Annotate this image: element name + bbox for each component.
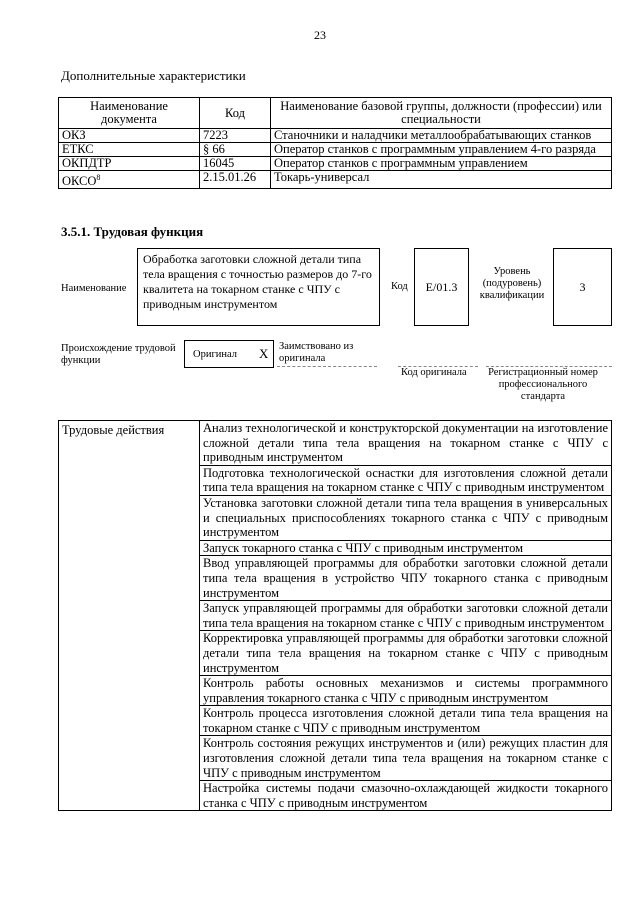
cell-code: § 66	[200, 143, 271, 157]
cell-doc: ОКЗ	[59, 129, 200, 143]
reg-number-label: Регистрационный номер профессионального стандарта	[488, 367, 598, 402]
table-row	[59, 421, 612, 466]
original-label: Оригинал	[193, 348, 237, 360]
table-row	[59, 129, 612, 143]
action-item: Контроль работы основных механизмов и системы программного управления токарного станка с ЧПУ с приводным инструментом	[200, 676, 612, 706]
action-item: Контроль состояния режущих инструментов и (или) режущих пластин для изготовления сложной детали типа тела вращения на токарном станке с ЧПУ с приводным инструментом	[200, 736, 612, 781]
borrowed-underline	[277, 366, 377, 367]
cell-code: 16045	[200, 157, 271, 171]
origin-label: Происхождение трудовой функции	[61, 343, 176, 366]
function-name-box: Обработка заготовки сложной детали типа тела вращения с точностью размеров до 7-го квалитета на токарном станке с ЧПУ с приводным инструментом	[137, 248, 380, 326]
header-name: Наименование базовой группы, должности (профессии) или специальности	[271, 98, 612, 129]
action-item: Запуск управляющей программы для обработки заготовки сложной детали типа тела вращения на токарном станке с ЧПУ с приводным инструментом	[200, 601, 612, 631]
table-row	[59, 143, 612, 157]
level-box: 3	[553, 248, 612, 326]
cell-code: 7223	[200, 129, 271, 143]
cell-name: Токарь-универсал	[271, 171, 612, 189]
action-item: Запуск токарного станка с ЧПУ с приводным инструментом	[200, 540, 612, 556]
level-label: Уровень (подуровень) квалификации	[479, 266, 545, 301]
cell-doc: ОКПДТР	[59, 157, 200, 171]
table-row	[59, 157, 612, 171]
original-mark: X	[259, 346, 269, 361]
actions-label: Трудовые действия	[59, 421, 200, 811]
action-item: Контроль процесса изготовления сложной детали типа тела вращения на токарном станке с ЧПУ с приводным инструментом	[200, 706, 612, 736]
section-title: Дополнительные характеристики	[61, 68, 246, 83]
cell-code: 2.15.01.26	[200, 171, 271, 189]
cell-name: Станочники и наладчики металлообрабатывающих станков	[271, 129, 612, 143]
cell-doc: ОКСО$^8$	[59, 171, 200, 189]
borrowed-label: Заимствовано из оригинала	[279, 341, 354, 364]
action-item: Установка заготовки сложной детали типа тела вращения в универсальных и специальных приспособлениях токарного станка с ЧПУ с приводным инструментом	[200, 495, 612, 540]
cell-name: Оператор станков с программным управлением	[271, 157, 612, 171]
page-number: 23	[314, 28, 326, 42]
footnote-ref[interactable]: 8	[96, 173, 101, 182]
cell-doc: ЕТКС	[59, 143, 200, 157]
function-heading: 3.5.1. Трудовая функция	[61, 224, 204, 239]
original-box	[184, 340, 274, 368]
code-original-label: Код оригинала	[401, 367, 467, 378]
code-label: Код	[391, 281, 408, 292]
table-header-row	[59, 98, 612, 129]
cell-name: Оператор станков с программным управлением 4-го разряда	[271, 143, 612, 157]
header-code: Код	[200, 98, 271, 129]
labor-actions-table	[58, 420, 612, 811]
header-document: Наименование документа	[59, 98, 200, 129]
action-item: Подготовка технологической оснастки для изготовления сложной детали типа тела вращения на токарном станке с ЧПУ с приводным инструментом	[200, 465, 612, 495]
name-label: Наименование	[61, 283, 127, 294]
action-item: Ввод управляющей программы для обработки заготовки сложной детали типа тела вращения в устройство ЧПУ токарного станка с приводным инструментом	[200, 556, 612, 601]
action-item: Настройка системы подачи смазочно-охлаждающей жидкости токарного станка с ЧПУ с приводным инструментом	[200, 781, 612, 811]
function-code-box: E/01.3	[414, 248, 469, 326]
action-item: Анализ технологической и конструкторской документации на изготовление сложной детали типа тела вращения на токарном станке с ЧПУ с приводным инструментом	[200, 421, 612, 466]
additional-characteristics-table	[58, 97, 612, 189]
table-row	[59, 171, 612, 189]
action-item: Корректировка управляющей программы для обработки заготовки сложной детали типа тела вращения на токарном станке с ЧПУ с приводным инструментом	[200, 631, 612, 676]
